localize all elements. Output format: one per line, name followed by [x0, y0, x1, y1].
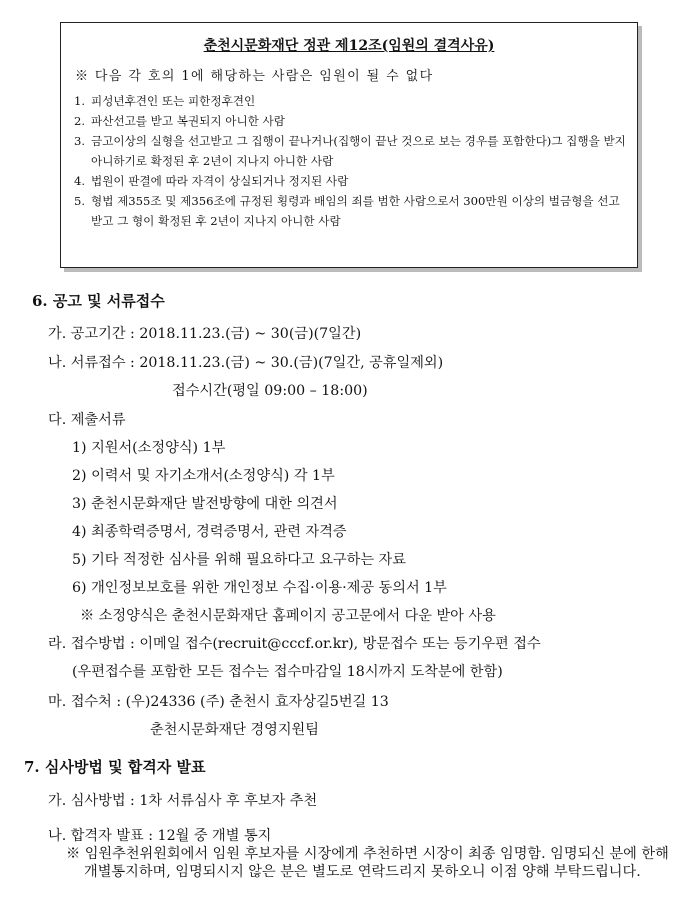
document-item: 5) 기타 적정한 심사를 위해 필요하다고 요구하는 자료 [72, 552, 406, 568]
submission-method: 라. 접수방법 : 이메일 접수(recruit@cccf.or.kr), 방문접수 또는 등기우편 접수 [48, 636, 541, 652]
submission-hours: 접수시간(평일 09:00 – 18:00) [172, 383, 368, 399]
list-item: 2. 파산선고를 받고 복권되지 아니한 사람 [73, 114, 285, 128]
announcement-note: ※ 임원추천위원회에서 임원 후보자를 시장에게 추천하면 시장이 최종 임명함. 임명되신 분에 한해 개별통지하며, 임명되시지 않은 분은 별도로 연락드리지 못하오니 이점 양해 부탁드립니다. [66, 846, 669, 880]
document-item: 1) 지원서(소정양식) 1부 [72, 440, 226, 456]
box-note: ※ 다음 각 호의 1에 해당하는 사람은 임원이 될 수 없다 [75, 69, 434, 84]
list-item: 3. 금고이상의 실형을 선고받고 그 집행이 끝나거나(집행이 끝난 것으로 보는 경우를 포함한다)그 집행을 받지 아니하기로 확정된 후 2년이 지나지 아니한 사람 [73, 134, 626, 168]
submission-office: 춘천시문화재단 경영지원팀 [150, 722, 319, 738]
result-announcement: 나. 합격자 발표 : 12월 중 개별 통지 [48, 828, 272, 844]
document-item: 2) 이력서 및 자기소개서(소정양식) 각 1부 [72, 468, 335, 484]
document-item: 6) 개인정보보호를 위한 개인정보 수집·이용·제공 동의서 1부 [72, 580, 447, 596]
document-item: 4) 최종학력증명서, 경력증명서, 관련 자격증 [72, 524, 347, 540]
submission-period: 나. 서류접수 : 2018.11.23.(금) ~ 30.(금)(7일간, 공휴일제외) [48, 355, 444, 371]
box-title: 춘천시문화재단 정관 제12조(임원의 결격사유) [203, 38, 495, 54]
section6-heading: 6. 공고 및 서류접수 [32, 292, 165, 310]
submission-method-note: (우편접수를 포함한 모든 접수는 접수마감일 18시까지 도착분에 한함) [72, 664, 503, 680]
submission-address: 마. 접수처 : (우)24336 (주) 춘천시 효자상길5번길 13 [48, 694, 389, 710]
list-item: 1. 피성년후견인 또는 피한정후견인 [73, 94, 256, 108]
list-item: 4. 법원이 판결에 따라 자격이 상실되거나 정지된 사람 [73, 174, 349, 188]
section7-heading: 7. 심사방법 및 합격자 발표 [24, 758, 206, 776]
list-item: 5. 형법 제355조 및 제356조에 규정된 횡령과 배임의 죄를 범한 사람으로서 300만원 이상의 벌금형을 선고 받고 그 형이 확정된 후 2년이 지나지 아니한 사람 [73, 194, 620, 228]
documents-heading: 다. 제출서류 [48, 412, 126, 428]
notice-period: 가. 공고기간 : 2018.11.23.(금) ~ 30(금)(7일간) [48, 326, 362, 342]
disqualification-box [60, 22, 638, 268]
box-list [69, 91, 633, 231]
screening-method: 가. 심사방법 : 1차 서류심사 후 후보자 추천 [48, 793, 318, 809]
document-item: 3) 춘천시문화재단 발전방향에 대한 의견서 [72, 496, 338, 512]
documents-note: ※ 소정양식은 춘천시문화재단 홈페이지 공고문에서 다운 받아 사용 [80, 608, 496, 624]
